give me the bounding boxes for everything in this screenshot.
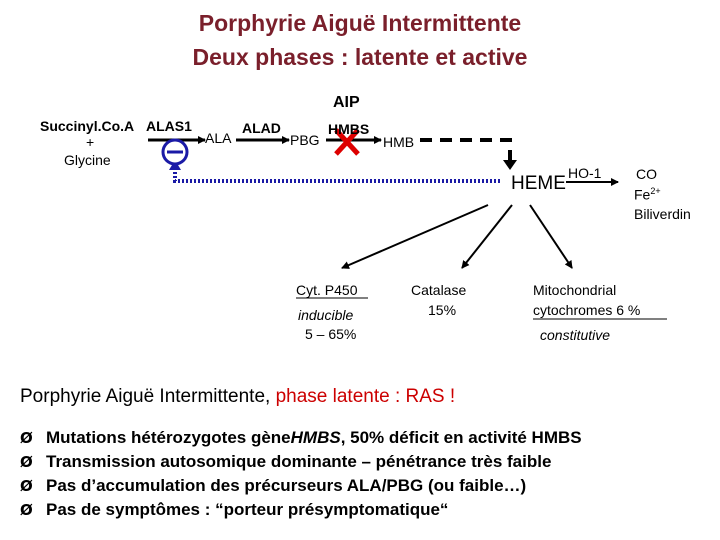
arrow-to-cyt-p450	[342, 205, 488, 268]
section-heading: Porphyrie Aiguë Intermittente, phase latente : RAS !	[20, 386, 456, 407]
hmb-label: HMB	[383, 134, 415, 150]
succinyl-coa-label: Succinyl.Co.A	[40, 118, 135, 134]
title-line-2: Deux phases : latente et active	[192, 44, 528, 70]
arrow-bullet-icon: Ø	[20, 477, 33, 495]
hmbs-label: HMBS	[328, 121, 370, 137]
mito-label-line1: Mitochondrial	[533, 282, 617, 298]
glycine-label: Glycine	[64, 152, 111, 168]
co-label: CO	[636, 166, 657, 182]
biliverdin-label: Biliverdin	[634, 206, 691, 222]
inhibition-minus-icon	[163, 140, 187, 164]
title-line-1: Porphyrie Aiguë Intermittente	[198, 10, 522, 36]
bullet-item: Ø Mutations hétérozygotes gène HMBS , 50% déficit en activité HMBS	[20, 428, 582, 447]
heme-label: HEME	[511, 173, 566, 194]
cyt-p450-label: Cyt. P450	[296, 282, 358, 298]
alad-label: ALAD	[242, 120, 281, 136]
ala-label: ALA	[205, 130, 232, 146]
bullet-list	[20, 426, 582, 522]
plus-label: +	[86, 134, 95, 150]
catalase-pct-label: 15%	[428, 302, 457, 318]
alas1-label: ALAS1	[146, 118, 192, 134]
arrow-to-mito	[530, 205, 572, 268]
arrow-to-catalase	[462, 205, 512, 268]
constitutive-label: constitutive	[540, 327, 611, 343]
bullet-item: Ø Pas de symptômes : “porteur présymptomatique“	[20, 500, 449, 519]
arrow-bullet-icon: Ø	[20, 429, 33, 447]
fe-label: $Fe^{2+}$	[634, 186, 661, 203]
bullet-item: Ø Transmission autosomique dominante – pénétrance très faible	[20, 452, 552, 471]
pbg-label: PBG	[290, 132, 320, 148]
ho1-label: HO-1	[568, 165, 602, 181]
p450-range-label: 5 – 65%	[305, 326, 357, 342]
arrow-to-heme	[420, 140, 510, 162]
aip-label: AIP	[333, 94, 360, 111]
mito-label-line2: cytochromes 6 %	[533, 302, 641, 318]
arrow-bullet-icon: Ø	[20, 453, 33, 471]
bullet-item: Ø Pas d’accumulation des précurseurs ALA/PBG (ou faible…)	[20, 476, 527, 495]
feedback-inhibition-line	[175, 166, 500, 181]
arrow-bullet-icon: Ø	[20, 501, 33, 519]
inducible-label: inducible	[298, 307, 354, 323]
catalase-label: Catalase	[411, 282, 467, 298]
